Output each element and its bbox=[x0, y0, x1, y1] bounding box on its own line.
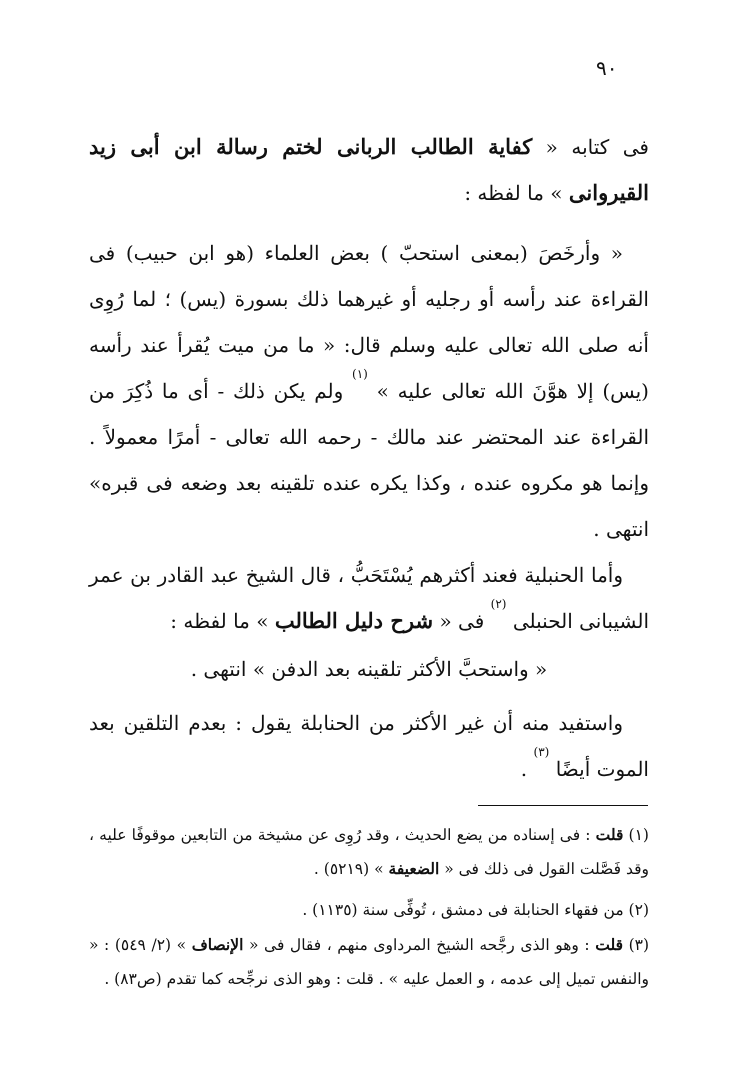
footnote-1-text-b: » (٥٢١٩) . bbox=[313, 860, 389, 878]
hanbali-paragraph bbox=[89, 552, 649, 644]
footnote-ref-2: (٢) bbox=[490, 597, 507, 611]
footnote-1-book: الضعيفة bbox=[388, 859, 440, 878]
book-title-kifaya: كفاية الطالب الربانى لختم رسالة ابن أبى زيد القيروانى bbox=[89, 134, 649, 205]
footnote-2: (٢) من فقهاء الحنابلة فى دمشق ، تُوفِّى سنة (١١٣٥) . bbox=[302, 901, 649, 919]
footnote-3-text-b: » (٢/ ٥٤٩) : « والنفس تميل إلى عدمه ، و العمل عليه » . قلت : وهو الذى نرجِّحه كما تقدم (ص٨٣) . bbox=[89, 936, 649, 988]
conclusion-paragraph bbox=[89, 700, 649, 792]
intro-post: » ما لفظه : bbox=[464, 181, 569, 205]
footnote-ref-1: (١) bbox=[352, 367, 368, 381]
book-title-dalil: شرح دليل الطالب bbox=[274, 608, 434, 633]
hanbali-text-b: فى « bbox=[433, 609, 491, 633]
conclusion-text-a: واستفيد منه أن غير الأكثر من الحنابلة يقول : بعدم التلقين بعد الموت أيضًا bbox=[89, 711, 649, 781]
footnote-3-qult: قلت bbox=[595, 935, 623, 954]
conclusion-text-b: . bbox=[520, 757, 534, 781]
intro-paragraph bbox=[89, 124, 649, 216]
footnote-3-num: (٣) bbox=[623, 936, 650, 954]
footnote-3-text-a: : وهو الذى رجَّحه الشيخ المرداوى منهم ، فقال فى « bbox=[243, 936, 596, 954]
quote-paragraph bbox=[89, 230, 649, 552]
footnote-separator bbox=[478, 805, 648, 806]
footnote-1 bbox=[89, 818, 649, 886]
footnote-3 bbox=[89, 928, 649, 996]
quote-text-b: ولم يكن ذلك - أى ما ذُكِرَ من القراءة عند المحتضر عند مالك - رحمه الله تعالى - أمرًا معمولاً . وإنما هو مكروه عنده ، وكذا يكره عنده تلقينه بعد وضعه فى قبره» انتهى . bbox=[89, 379, 649, 541]
footnote-1-qult: قلت bbox=[595, 825, 624, 844]
quote-text-a: « وأرخَصَ (بمعنى استحبّ ) بعض العلماء (هو ابن حبيب) فى القراءة عند رأسه أو رجليه أو غيرهما ذلك بسورة (يس) ؛ لما رُوِى أنه صلى الله تعالى عليه وسلم قال: « ما من ميت يُقرأ عند رأسه (يس) إلا هوَّنَ الله تعالى عليه » bbox=[89, 241, 649, 403]
hanbali-text-c: » ما لفظه : bbox=[170, 609, 275, 633]
hanbali-text-a: وأما الحنبلية فعند أكثرهم يُسْتَحَبُّ ، قال الشيخ عبد القادر بن عمر الشيبانى الحنبلى bbox=[89, 563, 649, 633]
istahabba-quote: « واستحبَّ الأكثر تلقينه بعد الدفن » انتهى . bbox=[190, 657, 548, 681]
footnote-1-num: (١) bbox=[623, 826, 649, 844]
intro-pre: فى كتابه « bbox=[532, 135, 649, 159]
page-number: ٩٠ bbox=[596, 56, 618, 80]
footnote-1-text-a: : فى إسناده من يضع الحديث ، وقد رُوِى عن مشيخة من التابعين موقوفًا عليه ، وقد فَصَّلت القول فى ذلك فى « bbox=[89, 826, 649, 878]
footnote-3-book: الإنصاف bbox=[191, 935, 244, 954]
footnote-ref-3: (٣) bbox=[533, 745, 550, 759]
